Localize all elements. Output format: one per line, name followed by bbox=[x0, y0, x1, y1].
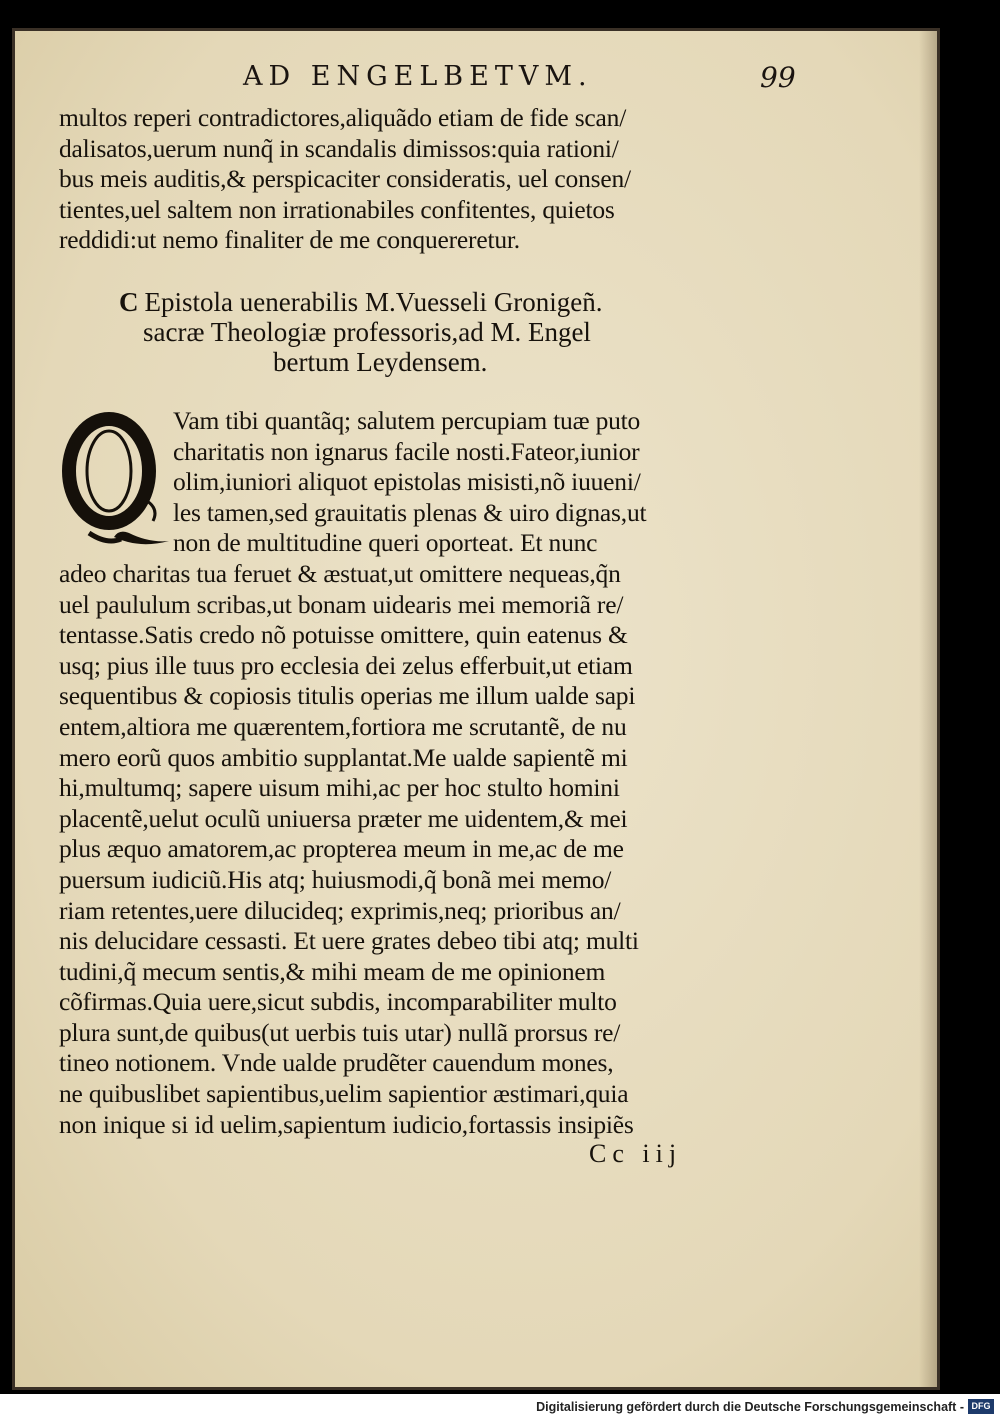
text-line: cõfirmas.Quia uere,sicut subdis, incomparabiliter multo bbox=[59, 987, 617, 1017]
text-line: ne quibuslibet sapientibus,uelim sapientior æstimari,quia bbox=[59, 1079, 629, 1109]
text-line: plus æquo amatorem,ac propterea meum in me,ac de me bbox=[59, 834, 624, 864]
heading-text: Epistola uenerabilis M.Vuesseli Gronigeñ. bbox=[144, 287, 603, 317]
text-line: nis delucidare cessasti. Et uere grates debeo tibi atq; multi bbox=[59, 926, 639, 956]
text-line: charitatis non ignarus facile nosti.Fateor,iunior bbox=[173, 436, 640, 466]
text-line: sequentibus & copiosis titulis operias me illum ualde sapi bbox=[59, 681, 636, 711]
text-line: tentasse.Satis credo nõ potuisse omittere, quin eatenus & bbox=[59, 620, 628, 650]
book-page bbox=[12, 28, 940, 1390]
text-block-continuation bbox=[59, 103, 749, 256]
text-line: bus meis auditis,& perspicaciter consideratis, uel consen/ bbox=[59, 164, 631, 194]
signature-mark: Cc iij bbox=[589, 1139, 683, 1168]
text-line: mero eorũ quos ambitio supplantat.Me ualde sapientẽ mi bbox=[59, 742, 628, 772]
text-block-epistle bbox=[59, 406, 749, 1140]
heading-line bbox=[119, 286, 603, 319]
text-line: puersum iudiciũ.His atq; huiusmodi,q̃ bonã mei memo/ bbox=[59, 864, 612, 894]
text-line: adeo charitas tua feruet & æstuat,ut omittere nequeas,q̃n bbox=[59, 558, 621, 588]
running-head: AD ENGELBETVM. bbox=[243, 61, 593, 92]
heading-line: bertum Leydensem. bbox=[273, 347, 488, 377]
text-line: les tamen,sed grauitatis plenas & uiro dignas,ut bbox=[173, 497, 647, 527]
text-line: tineo notionem. Vnde ualde prudẽter cauendum mones, bbox=[59, 1048, 614, 1078]
text-line: reddidi:ut nemo finaliter de me conquereretur. bbox=[59, 225, 520, 255]
text-line: multos reperi contradictores,aliquãdo etiam de fide scan/ bbox=[59, 103, 627, 132]
text-line: tudini,q̃ mecum sentis,& mihi meam de me opinionem bbox=[59, 956, 606, 986]
text-line: dalisatos,uerum nunq̃ in scandalis dimissos:quia rationi/ bbox=[59, 133, 619, 163]
text-line: usq; pius ille tuus pro ecclesia dei zelus efferbuit,ut etiam bbox=[59, 650, 633, 680]
pilcrow-mark: C bbox=[119, 287, 139, 317]
page-gutter-shadow bbox=[919, 31, 937, 1387]
page-header bbox=[15, 59, 937, 99]
text-line: riam retentes,uere dilucideq; exprimis,neq; prioribus an/ bbox=[59, 895, 621, 925]
text-line: uel paululum scribas,ut bonam uidearis mei memoriã re/ bbox=[59, 589, 624, 619]
text-line: placentẽ,uelut oculũ uniuersa præter me uidentem,& mei bbox=[59, 803, 628, 833]
digitization-footer bbox=[0, 1394, 1000, 1421]
text-line: plura sunt,de quibus(ut uerbis tuis utar) nullã prorsus re/ bbox=[59, 1017, 621, 1047]
text-line: hi,multumq; sapere uisum mihi,ac per hoc stulto homini bbox=[59, 773, 620, 803]
text-line: tientes,uel saltem non irrationabiles confitentes, quietos bbox=[59, 194, 615, 224]
funding-credit: Digitalisierung gefördert durch die Deutsche Forschungsgemeinschaft - bbox=[536, 1400, 964, 1414]
folio-number: 99 bbox=[760, 61, 796, 94]
text-line: Vam tibi quantãq; salutem percupiam tuæ puto bbox=[173, 406, 641, 435]
heading-line: sacræ Theologiæ professoris,ad M. Engel bbox=[143, 317, 591, 347]
dfg-logo-icon: DFG bbox=[968, 1399, 994, 1414]
text-line: non de multitudine queri oporteat. Et nunc bbox=[173, 528, 598, 558]
text-line: olim,iuniori aliquot epistolas misisti,nõ iuueni/ bbox=[173, 467, 641, 497]
text-line: non inique si id uelim,sapientum iudicio,fortassis insipiẽs bbox=[59, 1109, 634, 1139]
text-line: entem,altiora me quærentem,fortiora me scrutantẽ, de nu bbox=[59, 711, 627, 741]
